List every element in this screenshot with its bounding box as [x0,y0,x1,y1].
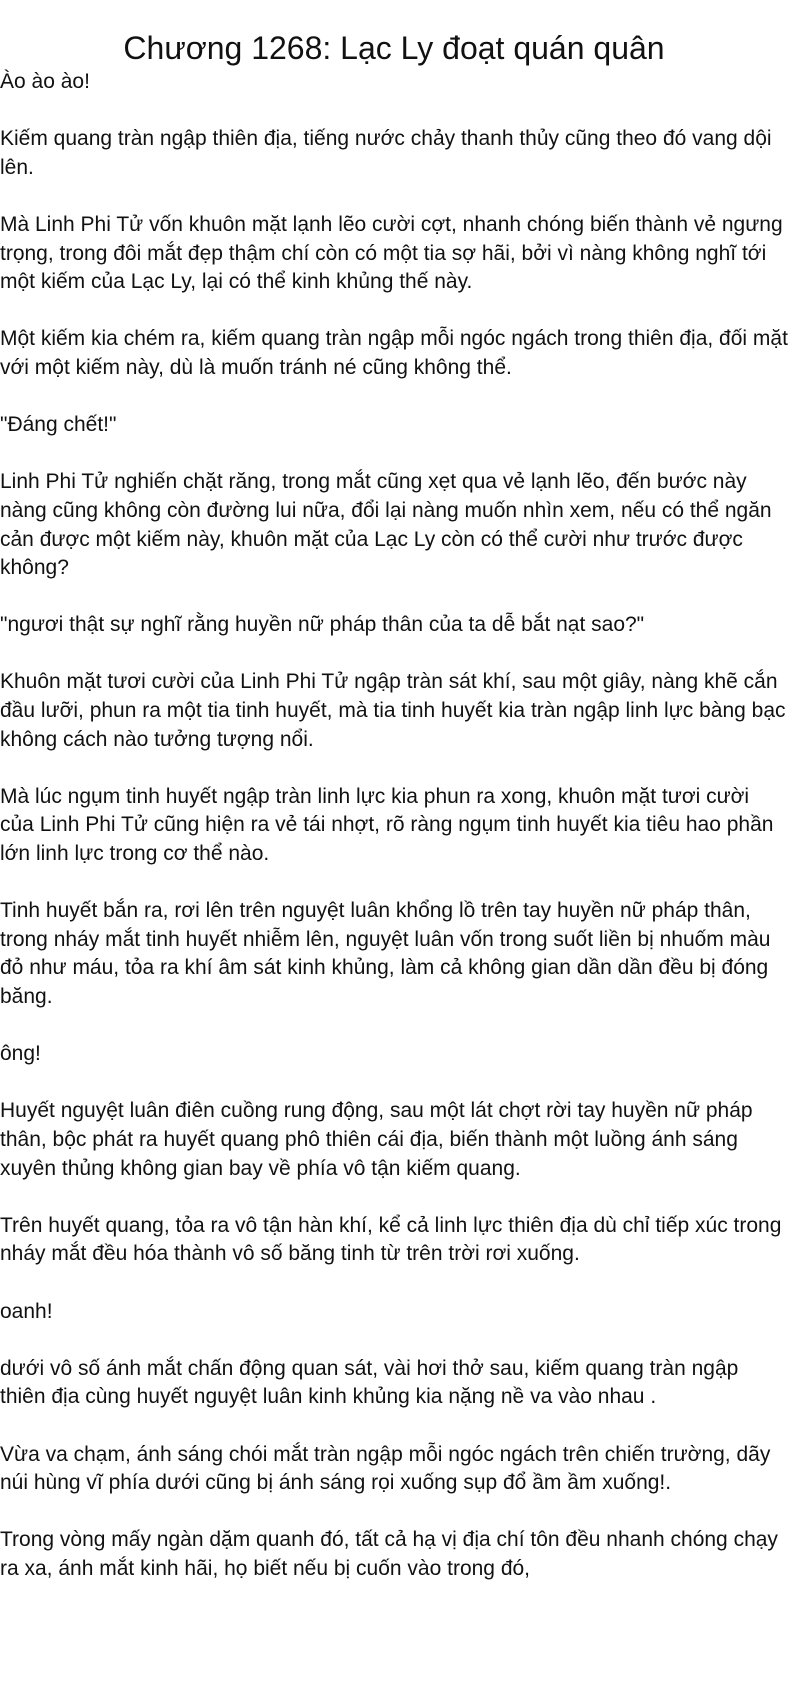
paragraph: Mà Linh Phi Tử vốn khuôn mặt lạnh lẽo cười cợt, nhanh chóng biến thành vẻ ngưng trọng, trong đôi mắt đẹp thậm chí còn có một tia sợ hãi, bởi vì nàng không nghĩ tới một kiếm của Lạc Ly, lại có thể kinh khủng thế này. [0,212,783,294]
paragraph: "ngươi thật sự nghĩ rằng huyền nữ pháp thân của ta dễ bắt nạt sao?" [0,613,645,637]
paragraph: Một kiếm kia chém ra, kiếm quang tràn ngập mỗi ngóc ngách trong thiên địa, đối mặt với một kiếm này, dù là muốn tránh né cũng không thể. [0,327,788,379]
paragraph: Khuôn mặt tươi cười của Linh Phi Tử ngập tràn sát khí, sau một giây, nàng khẽ cắn đầu lưỡi, phun ra một tia tinh huyết, mà tia tinh huyết kia tràn ngập linh lực bàng bạc không cách nào tưởng tượng nổi. [0,670,786,751]
paragraph: ông! [0,1042,41,1066]
paragraph: Tinh huyết bắn ra, rơi lên trên nguyệt luân khổng lồ trên tay huyền nữ pháp thân, trong nháy mắt tinh huyết nhiễm lên, nguyệt luân vốn trong suốt liền bị nhuốm màu đỏ như máu, tỏa ra khí âm sát kinh khủng, làm cả không gian dần dần đều bị đóng băng. [0,899,771,1008]
paragraph: "Đáng chết!" [0,413,117,437]
paragraph: Kiếm quang tràn ngập thiên địa, tiếng nước chảy thanh thủy cũng theo đó vang dội lên. [0,127,772,179]
paragraph: oanh! [0,1299,53,1323]
paragraph: dưới vô số ánh mắt chấn động quan sát, vài hơi thở sau, kiếm quang tràn ngập thiên địa cùng huyết nguyệt luân kinh khủng kia nặng nề va vào nhau . [0,1356,739,1409]
chapter-body [0,68,788,1583]
chapter-title: Chương 1268: Lạc Ly đoạt quán quân [123,30,665,66]
paragraph: Trong vòng mấy ngàn dặm quanh đó, tất cả hạ vị địa chí tôn đều nhanh chóng chạy ra xa, ánh mắt kinh hãi, họ biết nếu bị cuốn vào trong đó, [0,1528,778,1580]
paragraph: Vừa va chạm, ánh sáng chói mắt tràn ngập mỗi ngóc ngách trên chiến trường, dãy núi hùng vĩ phía dưới cũng bị ánh sáng rọi xuống sụp đổ ầm ầm xuống!. [0,1442,771,1495]
paragraph: Mà lúc ngụm tinh huyết ngập tràn linh lực kia phun ra xong, khuôn mặt tươi cười của Linh Phi Tử cũng hiện ra vẻ tái nhợt, rõ ràng ngụm tinh huyết kia tiêu hao phần lớn linh lực trong cơ thể nào. [0,784,774,866]
paragraph: Linh Phi Tử nghiến chặt răng, trong mắt cũng xẹt qua vẻ lạnh lẽo, đến bước này nàng cũng không còn đường lui nữa, đổi lại nàng muốn nhìn xem, nếu có thể ngăn cản được một kiếm này, khuôn mặt của Lạc Ly còn có thể cười như trước được không? [0,470,772,580]
paragraph: Huyết nguyệt luân điên cuồng rung động, sau một lát chợt rời tay huyền nữ pháp thân, bộc phát ra huyết quang phô thiên cái địa, biến thành một luồng ánh sáng xuyên thủng không gian bay về phía vô tận kiếm quang. [0,1099,753,1180]
paragraph: Ào ào ào! [0,70,90,93]
paragraph: Trên huyết quang, tỏa ra vô tận hàn khí, kể cả linh lực thiên địa dù chỉ tiếp xúc trong nháy mắt đều hóa thành vô số băng tinh từ trên trời rơi xuống. [0,1213,782,1266]
